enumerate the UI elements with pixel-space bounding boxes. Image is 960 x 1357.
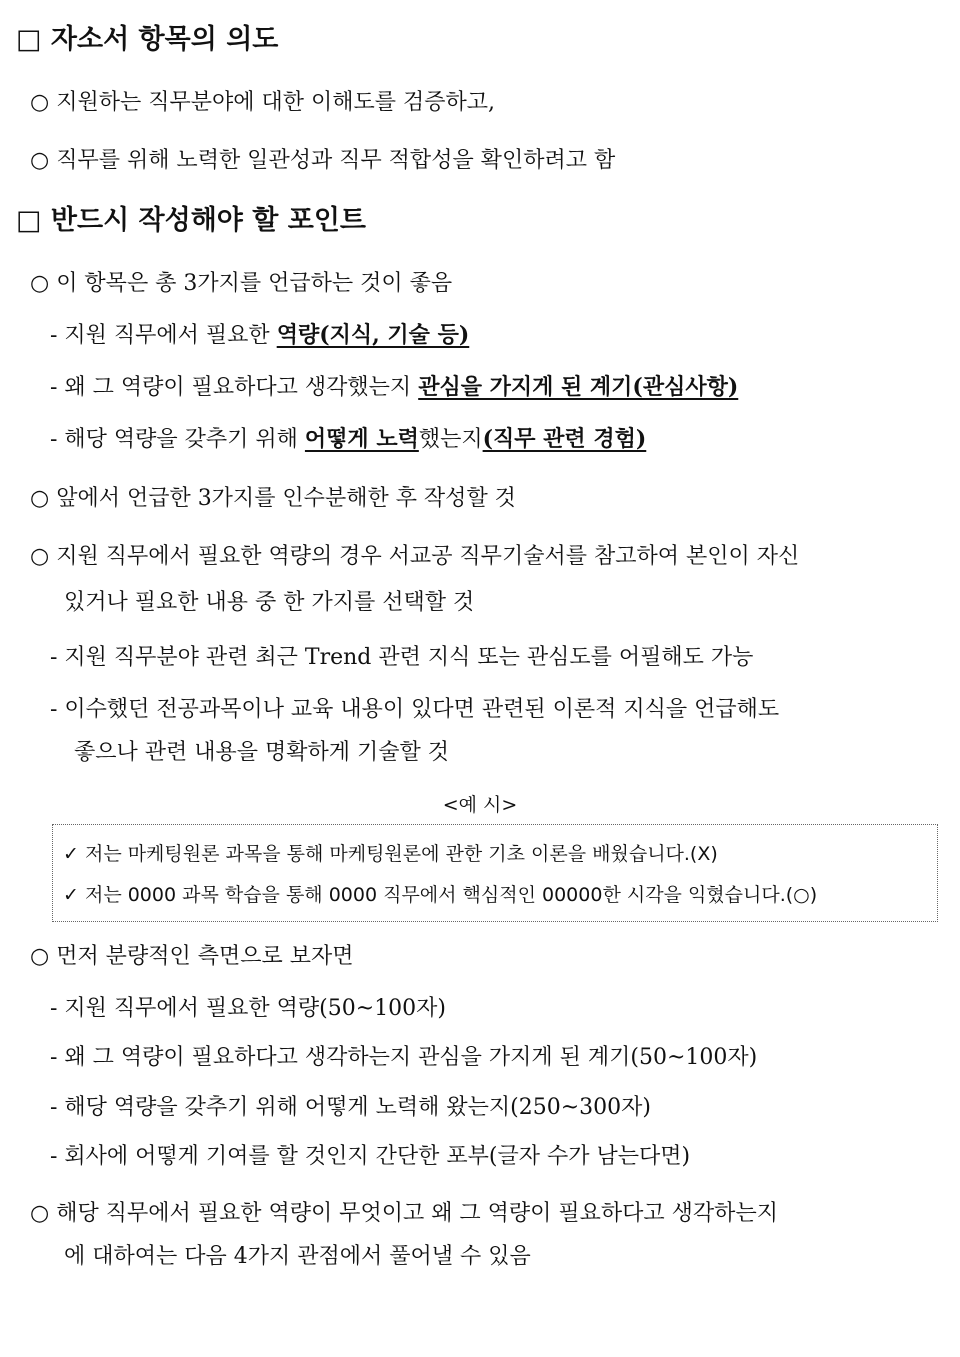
bullet-volume: ○ 먼저 분량적인 측면으로 보자면: [30, 944, 354, 969]
bullet-intent-2: ○ 직무를 위해 노력한 일관성과 직무 적합성을 확인하려고 함: [30, 148, 616, 173]
sub-item-text: - 지원 직무에서 필요한: [50, 323, 277, 348]
section-heading-intent: □ 자소서 항목의 의도: [16, 24, 279, 55]
example-good: ✓ 저는 0000 과목 학습을 통해 0000 직무에서 핵심적인 00000한 시각을 익혔습니다.(○): [63, 884, 818, 906]
sub-item-major-line2: 좋으나 관련 내용을 명확하게 기술할 것: [74, 740, 449, 765]
sub-item-volume-a: - 지원 직무에서 필요한 역량(50~100자): [50, 996, 447, 1021]
bullet-job-description-line2: 있거나 필요한 내용 중 한 가지를 선택할 것: [64, 590, 475, 615]
underlined-emphasis: 역량(지식, 기술 등): [276, 322, 470, 348]
underlined-emphasis: 어떻게 노력: [304, 426, 419, 452]
sub-item-effort: [50, 424, 646, 455]
underlined-emphasis: (직무 관련 경험): [482, 426, 647, 452]
sub-item-text: 했는지: [418, 427, 483, 452]
sub-item-trend: - 지원 직무분야 관련 최근 Trend 관련 지식 또는 관심도를 어필해도 가능: [50, 645, 754, 670]
sub-item-volume-d: - 회사에 어떻게 기여를 할 것인지 간단한 포부(글자 수가 남는다면): [50, 1144, 691, 1169]
bullet-closing-line1: ○ 해당 직무에서 필요한 역량이 무엇이고 왜 그 역량이 필요하다고 생각하는지: [30, 1201, 778, 1226]
example-box: [52, 824, 938, 922]
example-title: <예 시>: [442, 794, 518, 816]
section-heading-points: □ 반드시 작성해야 할 포인트: [16, 205, 367, 236]
bullet-factorize: ○ 앞에서 언급한 3가지를 인수분해한 후 작성할 것: [30, 486, 516, 511]
bullet-intent-1: ○ 지원하는 직무분야에 대한 이해도를 검증하고,: [30, 90, 495, 115]
sub-item-text: - 왜 그 역량이 필요하다고 생각했는지: [50, 375, 419, 400]
bullet-three-items: ○ 이 항목은 총 3가지를 언급하는 것이 좋음: [30, 271, 453, 296]
bullet-closing-line2: 에 대하여는 다음 4가지 관점에서 풀어낼 수 있음: [64, 1244, 531, 1269]
sub-item-competency: [50, 320, 469, 351]
sub-item-text: - 해당 역량을 갖추기 위해: [50, 427, 305, 452]
underlined-emphasis: 관심을 가지게 된 계기(관심사항): [418, 374, 739, 400]
bullet-job-description-line1: ○ 지원 직무에서 필요한 역량의 경우 서교공 직무기술서를 참고하여 본인이 자신: [30, 544, 800, 569]
sub-item-volume-b: - 왜 그 역량이 필요하다고 생각하는지 관심을 가지게 된 계기(50~100자): [50, 1045, 758, 1070]
sub-item-interest: [50, 372, 738, 403]
example-bad: ✓ 저는 마케팅원론 과목을 통해 마케팅원론에 관한 기초 이론을 배웠습니다.(X): [63, 843, 718, 865]
sub-item-major-line1: - 이수했던 전공과목이나 교육 내용이 있다면 관련된 이론적 지식을 언급해도: [50, 697, 780, 722]
sub-item-volume-c: - 해당 역량을 갖추기 위해 어떻게 노력해 왔는지(250~300자): [50, 1095, 652, 1120]
